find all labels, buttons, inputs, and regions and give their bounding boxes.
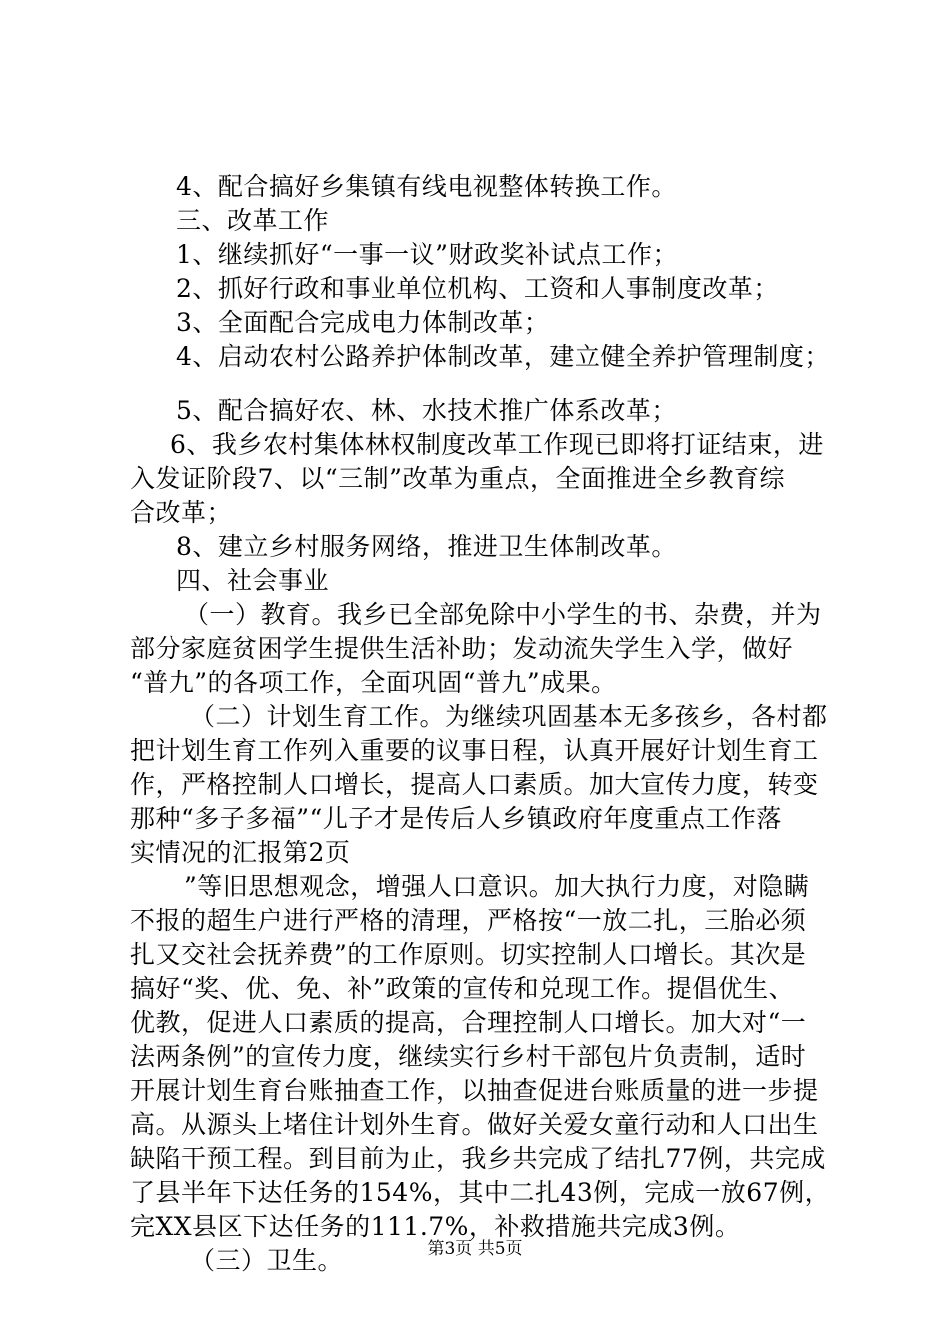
- paragraph-line: 作，严格控制人口增长，提高人口素质。加大宣传力度，转变: [130, 770, 819, 799]
- section-heading: 四、社会事业: [176, 566, 330, 595]
- paragraph-line: 4、配合搞好乡集镇有线电视整体转换工作。: [176, 172, 677, 201]
- paragraph-line: ”等旧思想观念，增强人口意识。加大执行力度，对隐瞒: [184, 872, 810, 901]
- paragraph-line: “普九”的各项工作，全面巩固“普九”成果。: [130, 668, 617, 697]
- paragraph-line: 缺陷干预工程。到目前为止，我乡共完成了结扎77例，共完成: [130, 1144, 826, 1173]
- paragraph-line: 扎又交社会抚养费”的工作原则。切实控制人口增长。其次是: [130, 940, 807, 969]
- paragraph-line: （一）教育。我乡已全部免除中小学生的书、杂费，并为: [184, 600, 822, 629]
- section-heading: （三）卫生。: [190, 1246, 344, 1275]
- paragraph-line: 高。从源头上堵住计划外生育。做好关爱女童行动和人口出生: [130, 1110, 819, 1139]
- paragraph-line: 部分家庭贫困学生提供生活补助；发动流失学生入学，做好: [130, 634, 794, 663]
- document-body: [130, 170, 830, 1278]
- paragraph-line: 合改革；: [130, 498, 233, 527]
- paragraph-line: 3、全面配合完成电力体制改革；: [176, 308, 550, 337]
- page-footer: [0, 1238, 950, 1260]
- paragraph-line: 4、启动农村公路养护体制改革，建立健全养护管理制度；: [176, 342, 830, 371]
- paragraph-line: 2、抓好行政和事业单位机构、工资和人事制度改革；: [176, 274, 779, 303]
- page-number: 第3页 共5页: [427, 1239, 523, 1259]
- paragraph-line: 那种“多子多福”“儿子才是传后人乡镇政府年度重点工作落: [130, 804, 782, 833]
- paragraph-line: 完XX县区下达任务的111.7%，补救措施共完成3例。: [130, 1212, 741, 1241]
- paragraph-gap: [130, 374, 830, 394]
- section-heading: 三、改革工作: [176, 206, 330, 235]
- paragraph-line: 搞好“奖、优、免、补”政策的宣传和兑现工作。提倡优生、: [130, 974, 795, 1003]
- paragraph-line: 实情况的汇报第2页: [130, 838, 351, 867]
- paragraph-line: 8、建立乡村服务网络，推进卫生体制改革。: [176, 532, 677, 561]
- paragraph-line: 入发证阶段7、以“三制”改革为重点，全面推进全乡教育综: [130, 464, 785, 493]
- paragraph-line: 6、我乡农村集体林权制度改革工作现已即将打证结束，进: [170, 430, 824, 459]
- paragraph-line: 不报的超生户进行严格的清理，严格按“一放二扎，三胎必须: [130, 906, 807, 935]
- paragraph-line: 了县半年下达任务的154%，其中二扎43例，完成一放67例，: [130, 1178, 831, 1207]
- paragraph-line: 1、继续抓好“一事一议”财政奖补试点工作；: [176, 240, 678, 269]
- paragraph-line: （二）计划生育工作。为继续巩固基本无多孩乡，各村都: [190, 702, 828, 731]
- paragraph-line: 优教，促进人口素质的提高，合理控制人口增长。加大对“一: [130, 1008, 807, 1037]
- paragraph-line: 开展计划生育台账抽查工作，以抽查促进台账质量的进一步提: [130, 1076, 819, 1105]
- paragraph-line: 法两条例”的宣传力度，继续实行乡村干部包片负责制，适时: [130, 1042, 807, 1071]
- paragraph-line: 把计划生育工作列入重要的议事日程，认真开展好计划生育工: [130, 736, 819, 765]
- paragraph-line: 5、配合搞好农、林、水技术推广体系改革；: [176, 396, 677, 425]
